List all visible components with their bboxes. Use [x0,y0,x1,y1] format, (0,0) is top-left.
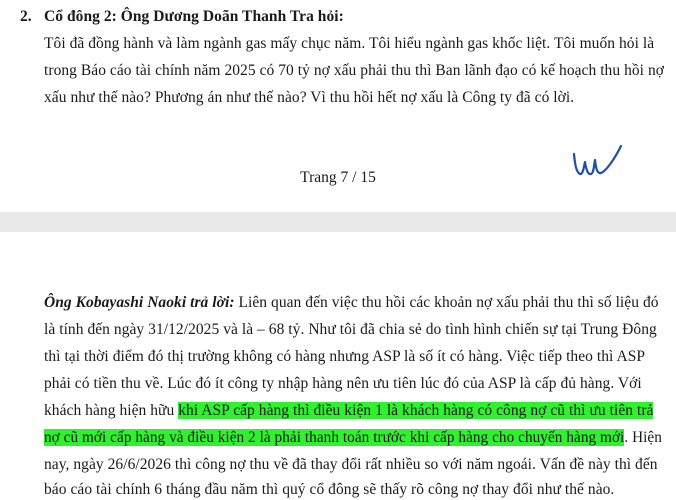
answer-line-5 [44,402,653,420]
answer-speaker: Ông Kobayashi Naoki trả lời: [44,294,235,311]
page-separator [0,212,676,232]
question-line-3: xấu như thế nào? Phương án như thế nào? Vì thu hồi hết nợ xấu là Công ty đã có lời. [44,89,575,106]
page-number: Trang 7 / 15 [300,169,376,186]
answer-line-6 [44,429,662,447]
answer-line-6-text: . Hiện [624,429,662,446]
question-line-1: Tôi đã đồng hành và làm ngành gas mấy chục năm. Tôi hiểu ngành gas khốc liệt. Tôi muốn hỏi là [44,35,655,52]
question-number: 2. [20,8,32,25]
page-8-top [0,232,676,500]
answer-line-8: báo cáo tài chính 6 tháng đầu năm thì quý cổ đông sẽ thấy rõ công nợ thay đổi như thế nào. [44,481,615,498]
answer-line-5-text: khách hàng hiện hữu [44,402,179,419]
question-heading: Cổ đông 2: Ông Dương Doãn Thanh Tra hỏi: [44,8,344,25]
answer-line-4: phải có tiền thu về. Lúc đó ít công ty nhập hàng nên ưu tiên lúc đó của ASP là cấp đủ hàng. Với [44,375,642,392]
answer-line-1-text: Liên quan đến việc thu hồi các khoản nợ xấu phải thu thì số liệu đó [234,294,659,311]
answer-line-7: nay, ngày 26/6/2026 thì công nợ thu về đã thay đổi rất nhiều so với năm ngoái. Vấn đề này thì đến [44,456,658,473]
highlighted-text-2: nợ cũ mới cấp hàng và điều kiện 2 là phải thanh toán trước khi cấp hàng cho chuyến hàng mới [44,429,625,446]
answer-line-2: là tính đến ngày 31/12/2025 và là – 68 tỷ. Như tôi đã chia sẻ do tình hình chiến sự tại Trung Đông [44,321,657,338]
page-7-bottom [0,0,676,212]
highlighted-text-1: khi ASP cấp hàng thì điều kiện 1 là khách hàng có công nợ cũ thì ưu tiên trả [178,402,654,419]
question-line-2: trong Báo cáo tài chính năm 2025 có 70 tỷ nợ xấu phải thu thì Ban lãnh đạo có kế hoạch thu hồi nợ [44,62,665,79]
answer-line-1 [44,294,659,312]
answer-line-3: thì tại thời điểm đó thị trường không có hàng nhưng ASP là số ít có hàng. Việc tiếp theo thì ASP [44,348,646,365]
